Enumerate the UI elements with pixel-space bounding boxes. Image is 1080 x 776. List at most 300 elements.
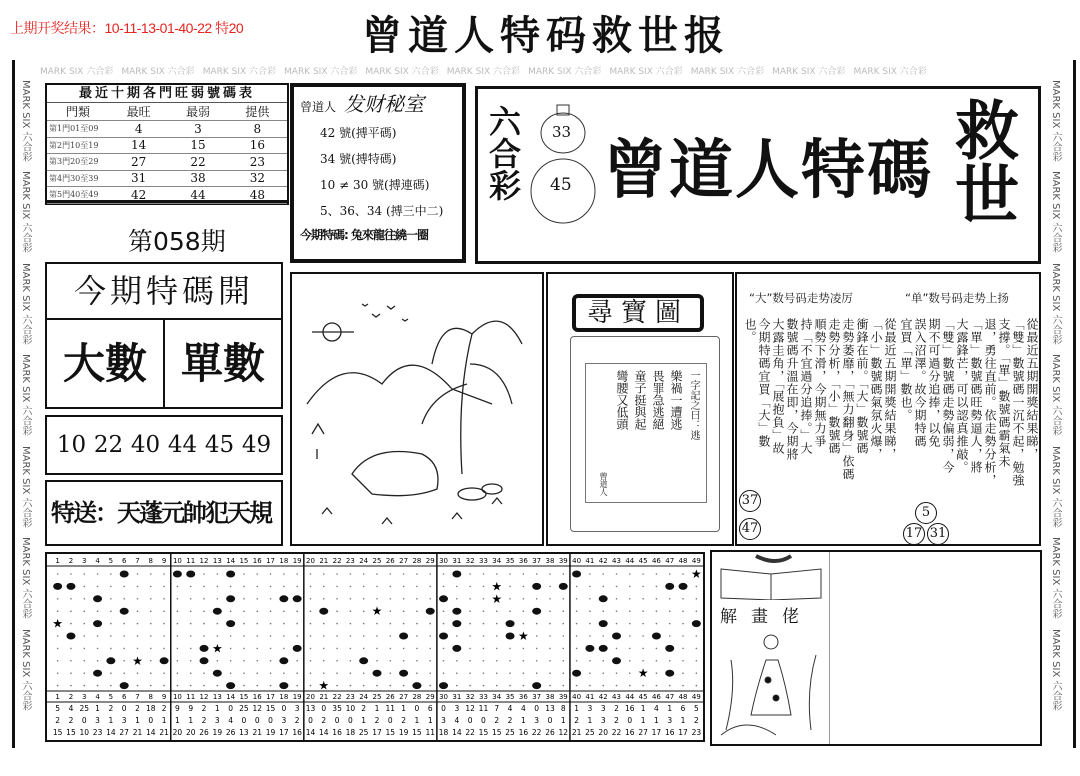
stat-value: 10 (345, 704, 356, 713)
grid-dot (163, 635, 165, 637)
stat-value: 18 (438, 728, 449, 737)
grid-dot (256, 635, 258, 637)
scroll-col: 畏罪急逃絕 (651, 370, 665, 430)
stat-value: 15 (478, 728, 489, 737)
grid-dot (283, 648, 285, 650)
number: 10 (56, 432, 87, 458)
column-number-top: 19 (292, 557, 302, 565)
hit-dot (572, 670, 581, 677)
hit-dot (612, 657, 621, 664)
fortune-line: 5、36、34 (搏三中二) (320, 204, 444, 218)
grid-dot (403, 648, 405, 650)
hit-dot (612, 633, 621, 640)
column-number-bottom: 17 (266, 693, 276, 701)
stat-value: 25 (585, 728, 595, 737)
grid-dot (483, 573, 485, 575)
sage-illustration (716, 630, 826, 740)
text-column: 走勢萎靡，「無力翻身」依碼 (841, 318, 855, 481)
grid-dot (509, 685, 511, 687)
text-column: 從最近五期開獎結果睇， (1025, 318, 1039, 461)
grid-dot (123, 598, 125, 600)
stat-value: 2 (361, 704, 367, 713)
column-number-bottom: 43 (612, 693, 621, 701)
watermark-text: MARK SIX 六合彩 (202, 67, 277, 77)
grid-dot (177, 648, 179, 650)
cell-hot: 31 (109, 170, 168, 187)
grid-dot (456, 672, 458, 674)
grid-dot (562, 685, 564, 687)
stat-value: 20 (185, 728, 196, 737)
grid-dot (323, 573, 325, 575)
stat-value: 2 (507, 716, 513, 725)
hit-dot (186, 571, 195, 578)
grid-dot (217, 586, 219, 588)
column-number-bottom: 22 (332, 693, 342, 701)
cell-cold: 3 (168, 121, 227, 138)
stat-value: 17 (372, 728, 382, 737)
column-number-top: 38 (545, 557, 555, 565)
column-number-bottom: 42 (598, 693, 608, 701)
grid-dot (256, 685, 258, 687)
grid-dot (256, 598, 258, 600)
text-column: 走勢分析，「小」數號碼 (827, 318, 841, 455)
grid-dot (137, 623, 139, 625)
stat-value: 0 (254, 716, 260, 725)
grid-dot (616, 685, 618, 687)
grid-dot (336, 648, 338, 650)
grid-dot (190, 586, 192, 588)
grid-dot (350, 635, 352, 637)
grid-dot (443, 648, 445, 650)
grid-dot (256, 672, 258, 674)
big-trend-title: “大”数号码走势凌厉 (749, 291, 853, 305)
hit-dot (506, 620, 515, 627)
grid-dot (642, 623, 644, 625)
stat-value: 9 (188, 704, 194, 713)
watermark-text: MARK SIX 六合彩 (20, 445, 31, 528)
number-circle: 31 (927, 523, 949, 545)
stat-value: 2 (614, 716, 619, 725)
grid-dot (70, 672, 72, 674)
stat-value: 12 (558, 728, 569, 737)
stat-value: 1 (374, 704, 380, 713)
table-row (47, 187, 287, 204)
stat-value: 26 (199, 728, 209, 737)
stat-value: 3 (281, 716, 287, 725)
grid-dot (523, 610, 525, 612)
fortune-special: 今期特碼: 兔來龍往繞一圈 (300, 228, 428, 242)
stat-value: 17 (678, 728, 688, 737)
scroll-col: 樂禍一遭逃 (669, 370, 683, 430)
column-number-bottom: 38 (545, 693, 555, 701)
stat-value: 0 (268, 716, 273, 725)
watermark-text: MARK SIX 六合彩 (1050, 628, 1061, 711)
watermark-text: MARK SIX 六合彩 (284, 67, 358, 77)
hit-dot (213, 670, 222, 677)
grid-dot (283, 635, 285, 637)
grid-dot (416, 610, 418, 612)
cell-group: 第4門30至39 (47, 170, 109, 187)
grid-dot (350, 648, 352, 650)
grid-dot (602, 660, 604, 662)
stat-value: 2 (55, 716, 61, 725)
grid-dot (390, 635, 392, 637)
grid-dot (150, 672, 152, 674)
grid-dot (536, 660, 538, 662)
grid-dot (523, 660, 525, 662)
grid-dot (70, 573, 72, 575)
stat-value: 25 (505, 728, 515, 737)
special-star-icon: ★ (491, 591, 503, 606)
grid-dot (83, 660, 85, 662)
grid-dot (163, 573, 165, 575)
watermark-text: MARK SIX 六合彩 (20, 628, 31, 711)
column-number-top: 33 (478, 557, 488, 565)
cell-cold: 15 (168, 137, 227, 154)
hit-dot (452, 608, 461, 615)
grid-dot (83, 573, 85, 575)
grid-dot (523, 573, 525, 575)
grid-dot (97, 635, 99, 637)
grid-dot (350, 660, 352, 662)
grid-dot (483, 648, 485, 650)
grid-dot (243, 573, 245, 575)
stat-value: 2 (135, 704, 140, 713)
column-number-top: 25 (372, 557, 382, 565)
column-number-top: 21 (319, 557, 329, 565)
scroll-text (585, 363, 707, 503)
column-number-bottom: 32 (465, 693, 475, 701)
stat-value: 13 (305, 704, 316, 713)
grid-dot (217, 660, 219, 662)
grid-dot (416, 586, 418, 588)
hit-dot (532, 583, 541, 590)
text-column: 宜買「單」數也。 (899, 318, 913, 422)
grid-dot (376, 635, 378, 637)
stat-value: 15 (491, 728, 502, 737)
scroll-col: 彎腰又低頭 (615, 370, 629, 430)
column-number-top: 26 (385, 557, 395, 565)
watermark-text: MARK SIX 六合彩 (1050, 537, 1061, 619)
column-number-bottom: 36 (518, 693, 528, 701)
watermark-text: MARK SIX 六合彩 (1050, 354, 1061, 436)
grid-dot (602, 610, 604, 612)
grid-dot (536, 635, 538, 637)
grid-dot (283, 573, 285, 575)
text-column: 也。 (743, 318, 757, 344)
stat-value: 19 (212, 728, 223, 737)
grid-dot (110, 623, 112, 625)
grid-dot (602, 573, 604, 575)
grid-dot (390, 648, 392, 650)
grid-dot (523, 672, 525, 674)
grid-dot (83, 610, 85, 612)
grid-dot (83, 623, 85, 625)
column-number-bottom: 9 (161, 693, 167, 701)
grid-dot (177, 660, 179, 662)
grid-dot (336, 635, 338, 637)
grid-dot (163, 623, 165, 625)
grid-dot (629, 660, 631, 662)
grid-dot (283, 586, 285, 588)
grid-dot (656, 660, 658, 662)
grid-dot (310, 660, 312, 662)
stat-value: 26 (225, 728, 236, 737)
grid-dot (336, 623, 338, 625)
grid-dot (403, 598, 405, 600)
stat-value: 16 (625, 728, 635, 737)
grid-dot (296, 635, 298, 637)
stat-value: 20 (172, 728, 183, 737)
table-row (47, 121, 287, 138)
stat-value: 1 (175, 716, 180, 725)
special-star-icon: ★ (517, 629, 529, 643)
stat-value: 11 (385, 704, 396, 713)
grid-dot (190, 610, 192, 612)
column-number-bottom: 34 (492, 693, 502, 701)
column-number-top: 7 (135, 557, 140, 565)
grid-dot (243, 623, 245, 625)
grid-dot (469, 685, 471, 687)
grid-dot (230, 586, 232, 588)
column-number-top: 41 (585, 557, 595, 565)
grid-dot (656, 648, 658, 650)
stat-value: 2 (294, 716, 300, 725)
column-number-top: 32 (465, 557, 475, 565)
grid-dot (469, 598, 471, 600)
cell-hot: 4 (109, 121, 168, 138)
hit-dot (120, 571, 129, 578)
grid-dot (376, 648, 378, 650)
watermark-text: MARK SIX 六合彩 (528, 67, 602, 77)
fortune-line: 10 ≠ 30 號(搏連碼) (320, 178, 430, 192)
text-column: 期不可過分追捧，以免 (927, 318, 941, 448)
stat-value: 4 (654, 704, 659, 713)
column-number-top: 11 (186, 557, 196, 565)
grid-dot (403, 586, 405, 588)
column-number-top: 3 (82, 557, 87, 565)
grid-dot (403, 610, 405, 612)
grid-dot (589, 623, 591, 625)
column-number-bottom: 1 (55, 693, 60, 701)
column-number-top: 5 (108, 557, 114, 565)
column-number-top: 31 (452, 557, 462, 565)
grid-dot (416, 660, 418, 662)
treasure-map-box (546, 272, 734, 546)
grid-dot (682, 635, 684, 637)
stat-value: 2 (374, 716, 380, 725)
grid-dot (270, 573, 272, 575)
special-star-icon: ★ (491, 579, 503, 594)
column-number-top: 40 (572, 557, 582, 565)
stat-value: 3 (600, 716, 606, 725)
grid-dot (642, 660, 644, 662)
stat-value: 1 (560, 716, 566, 725)
stat-value: 1 (680, 716, 686, 725)
grid-dot (549, 610, 551, 612)
grid-dot (469, 660, 471, 662)
grid-dot (469, 635, 471, 637)
text-column: 持「不宜過分追捧。」大 (799, 318, 813, 455)
grid-dot (469, 586, 471, 588)
brand-text: 六合彩 (484, 105, 522, 201)
grid-dot (602, 685, 604, 687)
stat-value: 1 (520, 716, 526, 725)
special-star-icon: ★ (211, 641, 223, 656)
grid-dot (562, 648, 564, 650)
grid-dot (682, 598, 684, 600)
grid-dot (110, 635, 112, 637)
hit-dot (200, 645, 209, 652)
grid-dot (536, 623, 538, 625)
grid-dot (696, 586, 698, 588)
column-number-top: 44 (625, 557, 635, 565)
column-number-bottom: 31 (452, 693, 462, 701)
cell-cold: 22 (168, 154, 227, 171)
column-number-top: 23 (345, 557, 355, 565)
grid-dot (70, 648, 72, 650)
stat-value: 0 (441, 704, 446, 713)
watermark-text: MARK SIX 六合彩 (20, 171, 31, 253)
column-number-top: 45 (638, 557, 648, 565)
watermark-text: MARK SIX 六合彩 (1050, 171, 1061, 253)
stat-value: 2 (494, 716, 500, 725)
column-number-bottom: 44 (625, 693, 635, 701)
grid-dot (376, 685, 378, 687)
grid-dot (629, 648, 631, 650)
hit-dot (160, 657, 169, 664)
grid-dot (203, 598, 205, 600)
column-number-top: 2 (68, 557, 74, 565)
column-number-top: 10 (172, 557, 182, 565)
grid-dot (243, 598, 245, 600)
grid-dot (203, 610, 205, 612)
stat-value: 17 (651, 728, 662, 737)
grid-dot (243, 586, 245, 588)
grid-dot (83, 685, 85, 687)
text-column: 「小」數號碼氣氛火爆， (869, 318, 883, 461)
grid-dot (97, 685, 99, 687)
stat-value: 19 (265, 728, 276, 737)
stat-value: 2 (693, 716, 699, 725)
hit-dot (426, 608, 435, 615)
special-star-icon: ★ (132, 653, 143, 668)
number-circle: 5 (915, 502, 937, 524)
grid-dot (403, 660, 405, 662)
stat-value: 15 (52, 728, 63, 737)
column-number-bottom: 15 (239, 693, 249, 701)
grid-dot (682, 610, 684, 612)
grid-dot (390, 685, 392, 687)
grid-dot (270, 623, 272, 625)
grid-dot (310, 623, 312, 625)
column-number-top: 4 (95, 557, 100, 565)
grid-dot (323, 635, 325, 637)
table-row (47, 137, 287, 154)
grid-dot (456, 635, 458, 637)
grid-dot (296, 573, 298, 575)
grid-dot (83, 635, 85, 637)
fortune-prefix: 曾道人 (300, 100, 337, 114)
cell-group: 第3門20至29 (47, 154, 109, 171)
stat-value: 14 (106, 728, 116, 737)
stat-value: 14 (319, 728, 329, 737)
hit-dot (532, 682, 541, 689)
cell-give: 32 (228, 170, 287, 187)
grid-dot (509, 598, 511, 600)
grid-dot (616, 586, 618, 588)
grid-dot (496, 623, 498, 625)
column-number-top: 49 (691, 557, 701, 565)
stats-table (45, 83, 289, 205)
stat-value: 1 (427, 716, 433, 725)
column-number-bottom: 20 (306, 693, 315, 701)
grid-dot (562, 635, 564, 637)
grid-dot (336, 685, 338, 687)
grid-dot (390, 586, 392, 588)
grid-dot (310, 648, 312, 650)
stat-value: 0 (467, 716, 473, 725)
grid-dot (177, 635, 179, 637)
stat-value: 21 (571, 728, 582, 737)
stat-value: 23 (92, 728, 103, 737)
grid-chart (47, 554, 703, 740)
grid-dot (549, 573, 551, 575)
column-number-top: 46 (651, 557, 661, 565)
grid-dot (110, 598, 112, 600)
watermark-strip-left (18, 80, 38, 720)
grid-dot (363, 623, 365, 625)
grid-dot (456, 598, 458, 600)
col-header: 門類 (47, 103, 109, 121)
grid-dot (376, 598, 378, 600)
scroll-col: 童子挺與起 (633, 370, 647, 430)
hit-dot (399, 633, 408, 640)
hit-dot (439, 682, 448, 689)
grid-dot (283, 672, 285, 674)
hit-dot (279, 657, 288, 664)
number: 40 (130, 432, 161, 458)
grid-dot (137, 573, 139, 575)
grid-dot (509, 672, 511, 674)
grid-dot (270, 610, 272, 612)
number-circle: 37 (739, 490, 761, 512)
column-number-top: 13 (212, 557, 222, 565)
grid-dot (629, 586, 631, 588)
column-number-bottom: 16 (252, 693, 262, 701)
stat-value: 0 (228, 704, 234, 713)
column-number-top: 6 (121, 557, 127, 565)
grid-dot (483, 685, 485, 687)
watermark-text: MARK SIX 六合彩 (1050, 262, 1061, 345)
gourd-number: 33 (552, 123, 572, 141)
stat-value: 0 (281, 704, 287, 713)
stat-value: 0 (414, 704, 420, 713)
stat-value: 2 (401, 716, 407, 725)
grid-dot (536, 598, 538, 600)
number: 45 (204, 432, 235, 458)
column-number-bottom: 35 (505, 693, 515, 701)
grid-dot (310, 598, 312, 600)
grid-dot (203, 635, 205, 637)
column-number-bottom: 18 (279, 693, 289, 701)
grid-dot (217, 623, 219, 625)
stat-value: 2 (161, 704, 167, 713)
grid-dot (83, 672, 85, 674)
stat-value: 2 (574, 716, 579, 725)
grid-dot (190, 598, 192, 600)
grid-dot (296, 586, 298, 588)
